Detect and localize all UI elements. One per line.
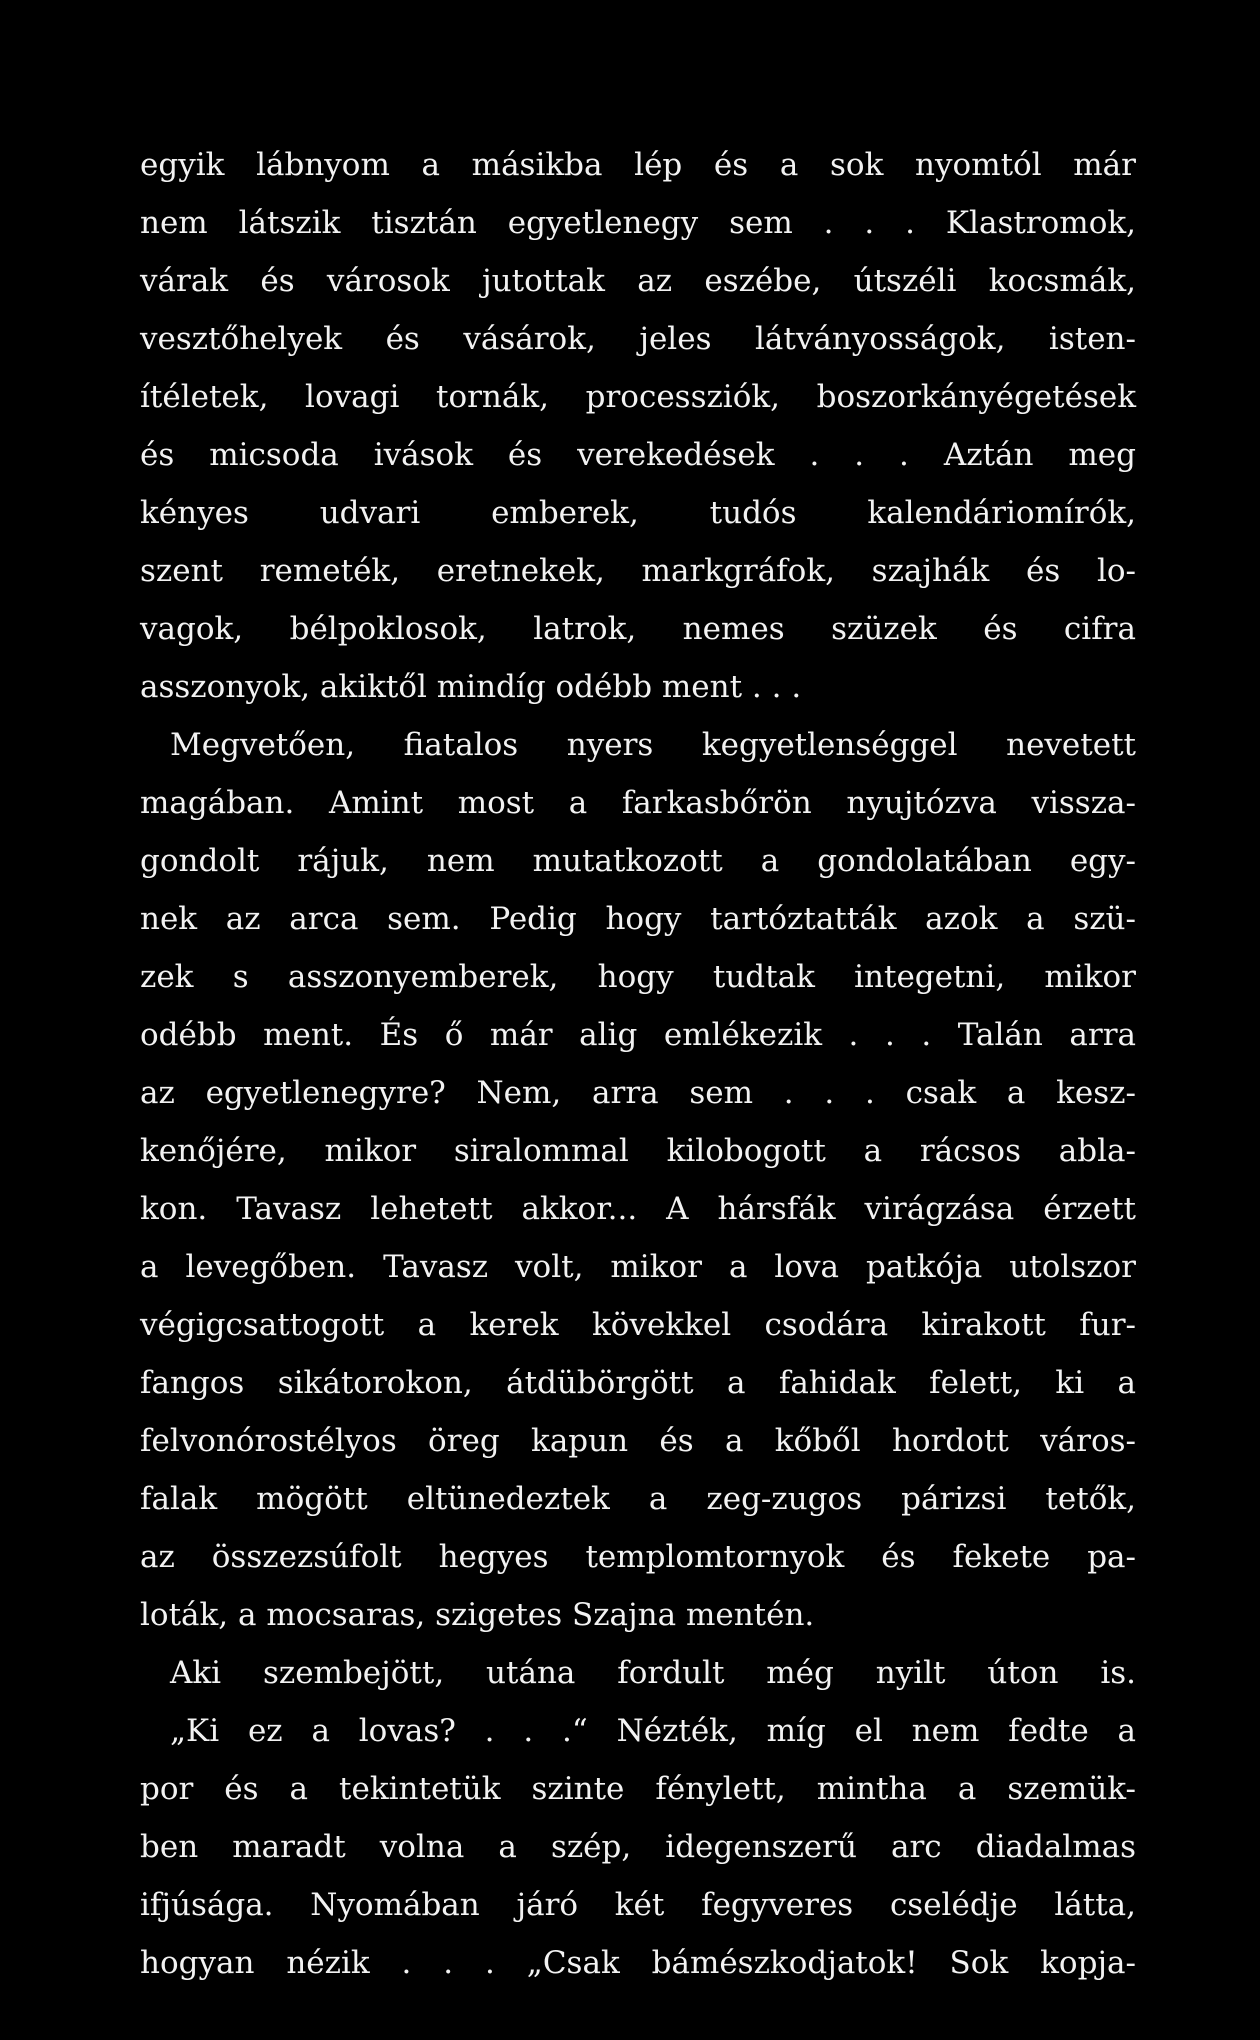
text-line: Megvetően, fiatalos nyers kegyetlenséggel nevetett [170, 727, 1136, 763]
text-line: magában. Amint most a farkasbőrön nyujtózva vissza- [140, 785, 1136, 821]
text-line: ítéletek, lovagi tornák, processziók, boszorkányégetések [140, 379, 1136, 415]
text-line: kon. Tavasz lehetett akkor... A hársfák virágzása érzett [140, 1191, 1136, 1227]
text-line: gondolt rájuk, nem mutatkozott a gondolatában egy- [140, 843, 1136, 879]
text-line: és micsoda ivások és verekedések . . . Aztán meg [140, 437, 1136, 473]
text-line: kényes udvari emberek, tudós kalendáriomírók, [140, 495, 1136, 531]
text-line: végigcsattogott a kerek kövekkel csodára kirakott fur- [140, 1307, 1136, 1343]
text-line: zek s asszonyemberek, hogy tudtak integetni, mikor [140, 959, 1136, 995]
text-line: fangos sikátorokon, átdübörgött a fahidak felett, ki a [140, 1365, 1136, 1401]
text-line: nem látszik tisztán egyetlenegy sem . . . Klastromok, [140, 205, 1136, 241]
text-line: hogyan nézik . . . „Csak bámészkodjatok! Sok kopja- [140, 1945, 1136, 1981]
text-line: vagok, bélpoklosok, latrok, nemes szüzek és cifra [140, 611, 1136, 647]
text-line: „Ki ez a lovas? . . .“ Nézték, míg el nem fedte a [170, 1713, 1136, 1749]
text-line: vesztőhelyek és vásárok, jeles látványosságok, isten- [140, 321, 1136, 357]
text-line: a levegőben. Tavasz volt, mikor a lova patkója utolszor [140, 1249, 1136, 1285]
text-line: az egyetlenegyre? Nem, arra sem . . . csak a kesz- [140, 1075, 1136, 1111]
text-line: por és a tekintetük szinte fénylett, mintha a szemük- [140, 1771, 1136, 1807]
text-line: várak és városok jutottak az eszébe, útszéli kocsmák, [140, 263, 1136, 299]
page-text [140, 136, 1136, 1992]
text-line: Aki szembejött, utána fordult még nyilt úton is. [170, 1655, 1136, 1691]
text-line: az összezsúfolt hegyes templomtornyok és fekete pa- [140, 1539, 1136, 1575]
text-line: falak mögött eltünedeztek a zeg-zugos párizsi tetők, [140, 1481, 1136, 1517]
text-line: ben maradt volna a szép, idegenszerű arc diadalmas [140, 1829, 1136, 1865]
text-line: asszonyok, akiktől mindíg odébb ment . . . [140, 669, 802, 705]
text-line: nek az arca sem. Pedig hogy tartóztatták azok a szü- [140, 901, 1136, 937]
text-line: odébb ment. És ő már alig emlékezik . . . Talán arra [140, 1017, 1136, 1053]
text-line: egyik lábnyom a másikba lép és a sok nyomtól már [140, 147, 1136, 183]
text-line: ifjúsága. Nyomában járó két fegyveres cselédje látta, [140, 1887, 1136, 1923]
text-line: kenőjére, mikor siralommal kilobogott a rácsos abla- [140, 1133, 1136, 1169]
text-line: szent remeték, eretnekek, markgráfok, szajhák és lo- [140, 553, 1136, 589]
text-line: felvonórostélyos öreg kapun és a kőből hordott város- [140, 1423, 1136, 1459]
text-line: loták, a mocsaras, szigetes Szajna mentén. [140, 1597, 815, 1633]
